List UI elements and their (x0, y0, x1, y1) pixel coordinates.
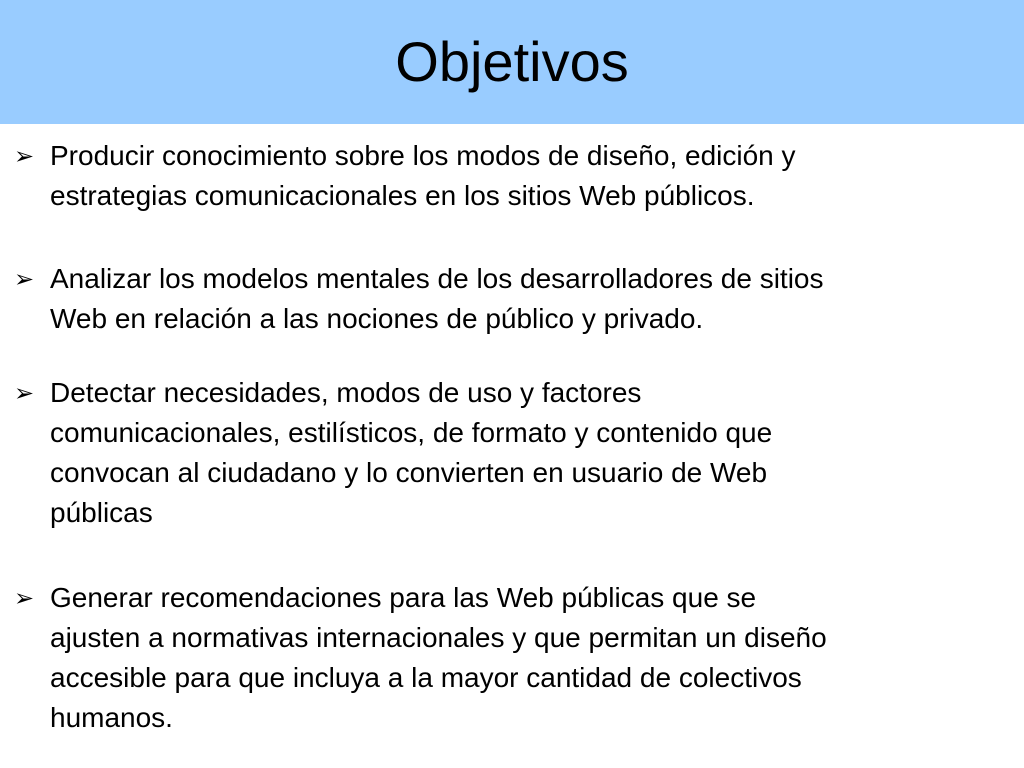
bullet-text: Generar recomendaciones para las Web públicas que se ajusten a normativas internacionales y que permitan un diseño accesible para que incluya a la mayor cantidad de colectivos humanos. (50, 582, 827, 733)
bullet-text: Analizar los modelos mentales de los desarrolladores de sitios Web en relación a las nociones de público y privado. (50, 263, 824, 334)
slide-title: Objetivos (395, 30, 629, 93)
bullet-text: Producir conocimiento sobre los modos de diseño, edición y estrategias comunicacionales en los sitios Web públicos. (50, 140, 796, 211)
arrow-bullet-icon: ➢ (14, 379, 35, 407)
arrow-bullet-icon: ➢ (14, 265, 35, 293)
arrow-bullet-icon: ➢ (14, 584, 35, 612)
arrow-bullet-icon: ➢ (14, 142, 35, 170)
bullet-text: Detectar necesidades, modos de uso y factores comunicacionales, estilísticos, de formato y contenido que convocan al ciudadano y lo convierten en usuario de Web públicas (50, 377, 773, 528)
